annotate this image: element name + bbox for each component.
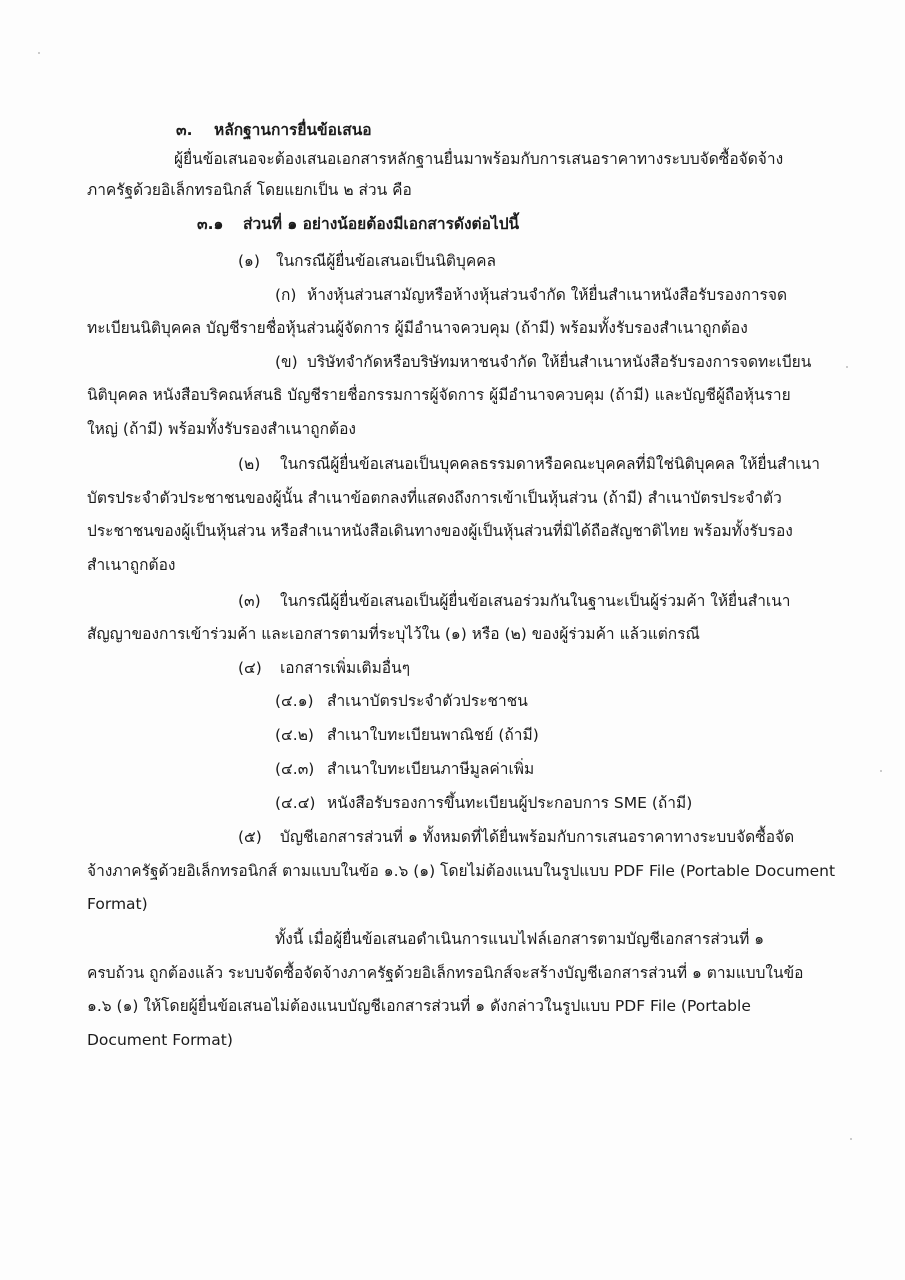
intro-paragraph-line-1: ผู้ยื่นข้อเสนอจะต้องเสนอเอกสารหลักฐานยื่นมาพร้อมกับการเสนอราคาทางระบบจัดซื้อจัดจ้าง	[174, 150, 784, 168]
item-4-number: (๔)	[238, 659, 262, 677]
closing-paragraph-line-1: ทั้งนี้ เมื่อผู้ยื่นข้อเสนอดำเนินการแนบไฟล์เอกสารตามบัญชีเอกสารส่วนที่ ๑	[275, 930, 765, 948]
item-1b-line-3: ใหญ่ (ถ้ามี) พร้อมทั้งรับรองสำเนาถูกต้อง	[87, 420, 356, 438]
scan-speck	[880, 770, 882, 772]
item-2-line-2: บัตรประจำตัวประชาชนของผู้นั้น สำเนาข้อตกลงที่แสดงถึงการเข้าเป็นหุ้นส่วน (ถ้ามี) สำเนาบัตรประจำตัว	[87, 489, 782, 507]
item-1b-line-1	[275, 351, 811, 373]
item-4-4	[275, 792, 692, 814]
item-3-number: (๓)	[238, 592, 261, 610]
section-3-title: หลักฐานการยื่นข้อเสนอ	[214, 121, 372, 139]
section-3-1-title: ส่วนที่ ๑ อย่างน้อยต้องมีเอกสารดังต่อไปนี้	[243, 215, 520, 233]
item-2-line-1	[238, 453, 820, 475]
item-4-text: เอกสารเพิ่มเติมอื่นๆ	[280, 659, 411, 677]
item-2-line-3: ประชาชนของผู้เป็นหุ้นส่วน หรือสำเนาหนังสือเดินทางของผู้เป็นหุ้นส่วนที่มิได้ถือสัญชาติไทย พร้อมทั้งรับรอง	[87, 522, 793, 540]
item-1a-text: ห้างหุ้นส่วนสามัญหรือห้างหุ้นส่วนจำกัด ให้ยื่นสำเนาหนังสือรับรองการจด	[307, 286, 788, 304]
item-1	[238, 250, 496, 272]
scan-speck	[846, 366, 848, 368]
item-3-text: ในกรณีผู้ยื่นข้อเสนอเป็นผู้ยื่นข้อเสนอร่วมกันในฐานะเป็นผู้ร่วมค้า ให้ยื่นสำเนา	[280, 592, 791, 610]
item-1-number: (๑)	[238, 252, 260, 270]
item-2-line-4: สำเนาถูกต้อง	[87, 556, 176, 574]
item-2-number: (๒)	[238, 455, 261, 473]
intro-paragraph-line-2: ภาครัฐด้วยอิเล็กทรอนิกส์ โดยแยกเป็น ๒ ส่วน คือ	[87, 181, 412, 199]
item-1a-number: (ก)	[275, 286, 297, 304]
item-4-3	[275, 758, 534, 780]
item-4	[238, 657, 410, 679]
item-4-3-text: สำเนาใบทะเบียนภาษีมูลค่าเพิ่ม	[327, 760, 535, 778]
item-4-1-text: สำเนาบัตรประจำตัวประชาชน	[327, 692, 528, 710]
item-3-line-2: สัญญาของการเข้าร่วมค้า และเอกสารตามที่ระบุไว้ใน (๑) หรือ (๒) ของผู้ร่วมค้า แล้วแต่กรณี	[87, 625, 700, 643]
section-3-number: ๓.	[176, 121, 193, 139]
item-5-text: บัญชีเอกสารส่วนที่ ๑ ทั้งหมดที่ได้ยื่นพร้อมกับการเสนอราคาทางระบบจัดซื้อจัด	[280, 828, 795, 846]
item-5-line-1	[238, 826, 794, 848]
section-3-1-heading	[197, 213, 519, 235]
item-1-text: ในกรณีผู้ยื่นข้อเสนอเป็นนิติบุคคล	[276, 252, 497, 270]
item-1a-line-1	[275, 284, 787, 306]
item-4-2-number: (๔.๒)	[275, 726, 314, 744]
item-5-line-2: จ้างภาครัฐด้วยอิเล็กทรอนิกส์ ตามแบบในข้อ ๑.๖ (๑) โดยไม่ต้องแนบในรูปแบบ PDF File (Portable Document	[87, 862, 836, 880]
item-4-1	[275, 690, 528, 712]
item-4-4-text: หนังสือรับรองการขึ้นทะเบียนผู้ประกอบการ SME (ถ้ามี)	[327, 794, 693, 812]
section-3-heading	[176, 119, 372, 141]
item-1b-number: (ข)	[275, 353, 298, 371]
item-1b-text: บริษัทจำกัดหรือบริษัทมหาชนจำกัด ให้ยื่นสำเนาหนังสือรับรองการจดทะเบียน	[307, 353, 812, 371]
item-4-1-number: (๔.๑)	[275, 692, 314, 710]
item-4-2	[275, 724, 539, 746]
section-3-1-number: ๓.๑	[197, 215, 224, 233]
closing-paragraph-line-4: Document Format)	[87, 1031, 233, 1049]
scan-speck	[38, 52, 40, 54]
item-4-4-number: (๔.๔)	[275, 794, 316, 812]
item-2-text: ในกรณีผู้ยื่นข้อเสนอเป็นบุคคลธรรมดาหรือคณะบุคคลที่มิใช่นิติบุคคล ให้ยื่นสำเนา	[280, 455, 820, 473]
item-1a-line-2: ทะเบียนนิติบุคคล บัญชีรายชื่อหุ้นส่วนผู้จัดการ ผู้มีอำนาจควบคุม (ถ้ามี) พร้อมทั้งรับรองสำเนาถูกต้อง	[87, 319, 748, 337]
item-1b-line-2: นิติบุคคล หนังสือบริคณห์สนธิ บัญชีรายชื่อกรรมการผู้จัดการ ผู้มีอำนาจควบคุม (ถ้ามี) และบัญชีผู้ถือหุ้นราย	[87, 386, 791, 404]
closing-paragraph-line-3: ๑.๖ (๑) ให้โดยผู้ยื่นข้อเสนอไม่ต้องแนบบัญชีเอกสารส่วนที่ ๑ ดังกล่าวในรูปแบบ PDF File (Portable	[87, 997, 751, 1015]
item-3-line-1	[238, 590, 791, 612]
item-4-3-number: (๔.๓)	[275, 760, 315, 778]
item-5-number: (๕)	[238, 828, 262, 846]
scan-speck	[850, 1138, 852, 1140]
item-5-line-3: Format)	[87, 895, 148, 913]
closing-paragraph-line-2: ครบถ้วน ถูกต้องแล้ว ระบบจัดซื้อจัดจ้างภาครัฐด้วยอิเล็กทรอนิกส์จะสร้างบัญชีเอกสารส่วนที่ ๑ ตามแบบในข้อ	[87, 964, 804, 982]
item-4-2-text: สำเนาใบทะเบียนพาณิชย์ (ถ้ามี)	[327, 726, 539, 744]
